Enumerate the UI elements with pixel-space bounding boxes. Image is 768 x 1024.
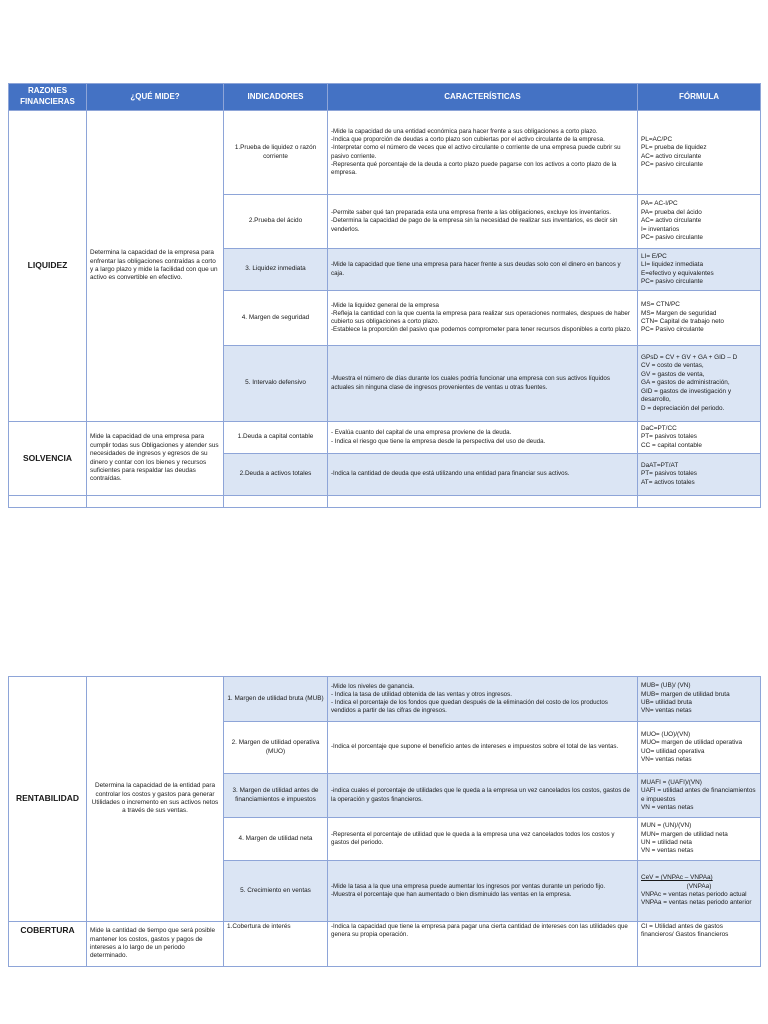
indicator-cell: 5. Intervalo defensivo <box>224 346 328 422</box>
formula-cell <box>638 861 761 922</box>
cell-line: CTN= Capital de trabajo neto <box>641 318 724 325</box>
formula-cell <box>638 346 761 422</box>
category-rentabilidad: RENTABILIDAD <box>9 677 87 922</box>
indicator-cell: 2.Deuda a activos totales <box>224 454 328 496</box>
cell-line: PC= Pasivo circulante <box>641 326 704 334</box>
cell-line: MUB= (UB)/ (VN) <box>641 682 691 690</box>
header-que-mide: ¿QUÉ MIDE? <box>87 84 224 111</box>
formula-cell <box>638 774 761 818</box>
formula-cell <box>638 111 761 195</box>
cell-line: I= inventarios <box>641 225 680 233</box>
cell-line: PC= pasivo circulante <box>641 277 703 285</box>
cell-line: UAFI = utilidad antes de financiamientos e impuestos <box>641 787 758 803</box>
formula-cell <box>638 922 761 967</box>
cell-line: PT= pasivos totales <box>641 470 697 478</box>
category-solvencia: SOLVENCIA <box>9 422 87 496</box>
cell-line: MUAFI = (UAFI)/(VN) <box>641 778 702 786</box>
cell-line: GPsD = CV + GV + GA + GID – D <box>641 353 738 361</box>
cell-line: MS= Margen de seguridad <box>641 309 717 317</box>
cell-line: - Evalúa cuanto del capital de una empresa proviene de la deuda. <box>331 429 512 437</box>
cell-line: UN = utilidad neta <box>641 839 692 846</box>
cell-line: VNPAc = ventas netas periodo actual <box>641 891 747 898</box>
formula-cell <box>638 195 761 249</box>
header-razones: RAZONES FINANCIERAS <box>9 84 87 111</box>
cell-line: PL=AC/PC <box>641 135 673 143</box>
header-indicadores: INDICADORES <box>224 84 328 111</box>
cell-line: - Indica el riesgo que tiene la empresa desde la perspectiva del uso de deuda. <box>331 437 546 445</box>
cell-line: -Representa qué porcentaje de la deuda a corto plazo puede pagarse con los activos a corto plazo de la empresa. <box>331 160 619 176</box>
cell-line: -indica cuales el porcentaje de utilidades que le queda a la empresa un vez cancelados los costos, gastos de la operación y gastos financieros. <box>331 787 632 803</box>
cell-line: MUO= margen de utilidad operativa <box>641 739 743 747</box>
cell-line: -Interpretar como el número de veces que el activo circulante o corriente de una empresa puede cubrir su pasivo corriente. <box>331 144 623 160</box>
cell-line: -Permite saber qué tan preparada esta una empresa frente a las obligaciones, excluye los inventarios. <box>331 209 611 217</box>
cell-line: AC= activo circulante <box>641 217 702 225</box>
characteristics-cell <box>328 111 638 195</box>
cell-line: MUN = (UN)/(VN) <box>641 822 692 830</box>
cell-line: PT= pasivos totales <box>641 433 697 441</box>
cell-line: MUB= margen de utilidad bruta <box>641 690 730 698</box>
cell-line: -Establece la proporción del pasivo que podemos comprometer para tener recursos disponibles a corto plazo. <box>331 326 632 334</box>
cell-line: -Mide la tasa a la que una empresa puede aumentar los ingresos por ventas durante un periodo fijo. <box>331 882 606 890</box>
cell-line: CeV = (VNPAc – VNPAa) <box>641 874 713 882</box>
cell-line: -Representa el porcentaje de utilidad que le queda a la empresa una vez cancelados todos los costos y gastos del periodo. <box>331 830 617 846</box>
cell-line: MUO= (UO)/(VN) <box>641 730 691 738</box>
cell-line: MUN= margen de utilidad neta <box>641 830 728 838</box>
characteristics-cell <box>328 346 638 422</box>
cell-line: CV = costo de ventas, <box>641 362 704 370</box>
indicator-cell: 2.Prueba del ácido <box>224 195 328 249</box>
ratios-table-bottom <box>8 676 761 967</box>
header-formula: FÓRMULA <box>638 84 761 111</box>
formula-cell <box>638 291 761 346</box>
cell-line: PA= AC-I/PC <box>641 200 678 208</box>
indicator-cell: 1.Cobertura de interés <box>224 922 328 967</box>
cell-line: DaAT=PT/AT <box>641 461 679 469</box>
cell-line: -Mide la liquidez general de la empresa <box>331 301 439 309</box>
cell-line: PC= pasivo circulante <box>641 160 703 168</box>
cell-line: UO= utilidad operativa <box>641 747 705 755</box>
indicator-cell: 2. Margen de utilidad operativa (MUO) <box>224 722 328 774</box>
cell-line: PC= pasivo circulante <box>641 234 703 242</box>
cell-line: -Mide la capacidad de una entidad económica para hacer frente a sus obligaciones a corto plazo. <box>331 127 598 135</box>
category-cobertura: COBERTURA <box>9 922 87 967</box>
cell-line: GV = gastos de venta, <box>641 370 705 378</box>
cell-line: -Indica que proporción de deudas a corto plazo son cubiertas por el activo circulante de la empresa. <box>331 136 605 144</box>
cell-line: VN= ventas netas <box>641 755 692 763</box>
formula-cell <box>638 722 761 774</box>
ratios-table-top <box>8 83 761 508</box>
mide-solvencia: Mide la capacidad de una empresa para cumplir todas sus Obligaciones y atender sus necesidades de ingresos y egresos de su dinero y contar con los bienes y recursos suficientes para respaldar las deudas contraídas. <box>87 422 224 496</box>
cell-line: MS= CTN/PC <box>641 301 680 309</box>
cell-line: -Indica la cantidad de deuda que está utilizando una entidad para financiar sus activos. <box>331 470 570 478</box>
cell-line: VN = ventas netas <box>641 847 694 855</box>
mide-liquidez: Determina la capacidad de la empresa para enfrentar las obligaciones contraídas a corto y a largo plazo y mide la facilidad con que un activo es convertible en efectivo. <box>87 111 224 422</box>
cell-line: AC= activo circulante <box>641 152 702 160</box>
cell-line: -Indica la capacidad que tiene la empresa para pagar una cierta cantidad de intereses con las utilidades que genera su propia operación. <box>331 923 630 939</box>
cell-line: (VNPAa) <box>686 882 712 890</box>
characteristics-cell <box>328 291 638 346</box>
formula-cell <box>638 422 761 454</box>
cell-line: -Mide los niveles de ganancia. <box>331 682 415 690</box>
cell-line: LI= E/PC <box>641 252 667 260</box>
cell-line: VN = ventas netas <box>641 803 694 811</box>
cell-line: -Indica el porcentaje que supone el beneficio antes de intereses e impuestos sobre el total de las ventas. <box>331 743 619 751</box>
empty-cell <box>9 496 87 508</box>
cell-line: E=efectivo y equivalentes <box>641 269 714 277</box>
cell-line: VNPAa = ventas netas periodo anterior <box>641 899 752 907</box>
indicator-cell: 1.Deuda a capital contable <box>224 422 328 454</box>
cell-line: PA= prueba del ácido <box>641 208 702 216</box>
empty-cell <box>224 496 328 508</box>
cell-line: CI = Utilidad antes de gastos financieros/ Gastos financieros <box>641 923 729 939</box>
category-liquidez: LIQUIDEZ <box>9 111 87 422</box>
indicator-cell: 3. Margen de utilidad antes de financiamientos e impuestos <box>224 774 328 818</box>
characteristics-cell <box>328 722 638 774</box>
cell-line: DaC=PT/CC <box>641 424 677 432</box>
characteristics-cell <box>328 677 638 722</box>
cell-line: VN= ventas netas <box>641 707 692 715</box>
empty-cell <box>87 496 224 508</box>
cell-line: AT= activos totales <box>641 478 695 486</box>
mide-rentabilidad: Determina la capacidad de la entidad para controlar los costos y gastos para generar Utilidades o incremento en sus activos netos a través de sus ventas. <box>87 677 224 922</box>
characteristics-cell <box>328 249 638 291</box>
characteristics-cell <box>328 422 638 454</box>
mide-cobertura: Mide la cantidad de tiempo que será posible mantener los costos, gastos y pagos de intereses a lo largo de un periodo determinado. <box>87 922 224 967</box>
cell-line: CC = capital contable <box>641 441 702 449</box>
formula-cell <box>638 249 761 291</box>
characteristics-cell <box>328 861 638 922</box>
cell-line: LI= liquidez inmediata <box>641 261 703 269</box>
indicator-cell: 3. Liquidez inmediata <box>224 249 328 291</box>
indicator-cell: 4. Margen de seguridad <box>224 291 328 346</box>
formula-cell <box>638 818 761 861</box>
cell-line: - Indica la tasa de utilidad obtenida de las ventas y otros ingresos. <box>331 690 512 698</box>
cell-line: -Determina la capacidad de pago de la empresa sin la necesidad de realizar sus inventarios, es decir sin venderlos. <box>331 217 620 233</box>
indicator-cell: 4. Margen de utilidad neta <box>224 818 328 861</box>
cell-line: GA = gastos de administración, <box>641 379 730 387</box>
characteristics-cell <box>328 818 638 861</box>
cell-line: -Muestra el número de días durante los cuales podría funcionar una empresa con sus activos líquidos actuales sin ninguna clase de ingresos provenientes de ventas u otras fuentes. <box>331 375 612 391</box>
characteristics-cell <box>328 922 638 967</box>
cell-line: PL= prueba de liquidez <box>641 144 707 152</box>
cell-line: - Indica el porcentaje de los fondos que quedan después de la eliminación del costo de los productos vendidos a partir de las cifras de ingresos. <box>331 699 610 715</box>
indicator-cell: 1.Prueba de liquidez o razón corriente <box>224 111 328 195</box>
cell-line: -Refleja la cantidad con la que cuenta la empresa para realizar sus operaciones normales, despues de haber cubierto sus obligaciones a corto plazo. <box>331 309 632 325</box>
characteristics-cell <box>328 774 638 818</box>
indicator-cell: 5. Crecimiento en ventas <box>224 861 328 922</box>
characteristics-cell <box>328 195 638 249</box>
cell-line: GID = gastos de investigación y desarrollo, <box>641 387 733 404</box>
formula-cell <box>638 677 761 722</box>
header-caracteristicas: CARACTERÍSTICAS <box>328 84 638 111</box>
formula-cell <box>638 454 761 496</box>
characteristics-cell <box>328 454 638 496</box>
empty-cell <box>638 496 761 508</box>
cell-line: -Muestra el porcentaje que han aumentado o bien disminuido las ventas en la empresa. <box>331 891 572 898</box>
cell-line: D = depreciación del periodo. <box>641 404 725 412</box>
empty-cell <box>328 496 638 508</box>
cell-line: -Mide la capacidad que tiene una empresa para hacer frente a sus deudas solo con el dinero en bancos y caja. <box>331 261 623 277</box>
cell-line: UB= utilidad bruta <box>641 699 692 706</box>
indicator-cell: 1. Margen de utilidad bruta (MUB) <box>224 677 328 722</box>
